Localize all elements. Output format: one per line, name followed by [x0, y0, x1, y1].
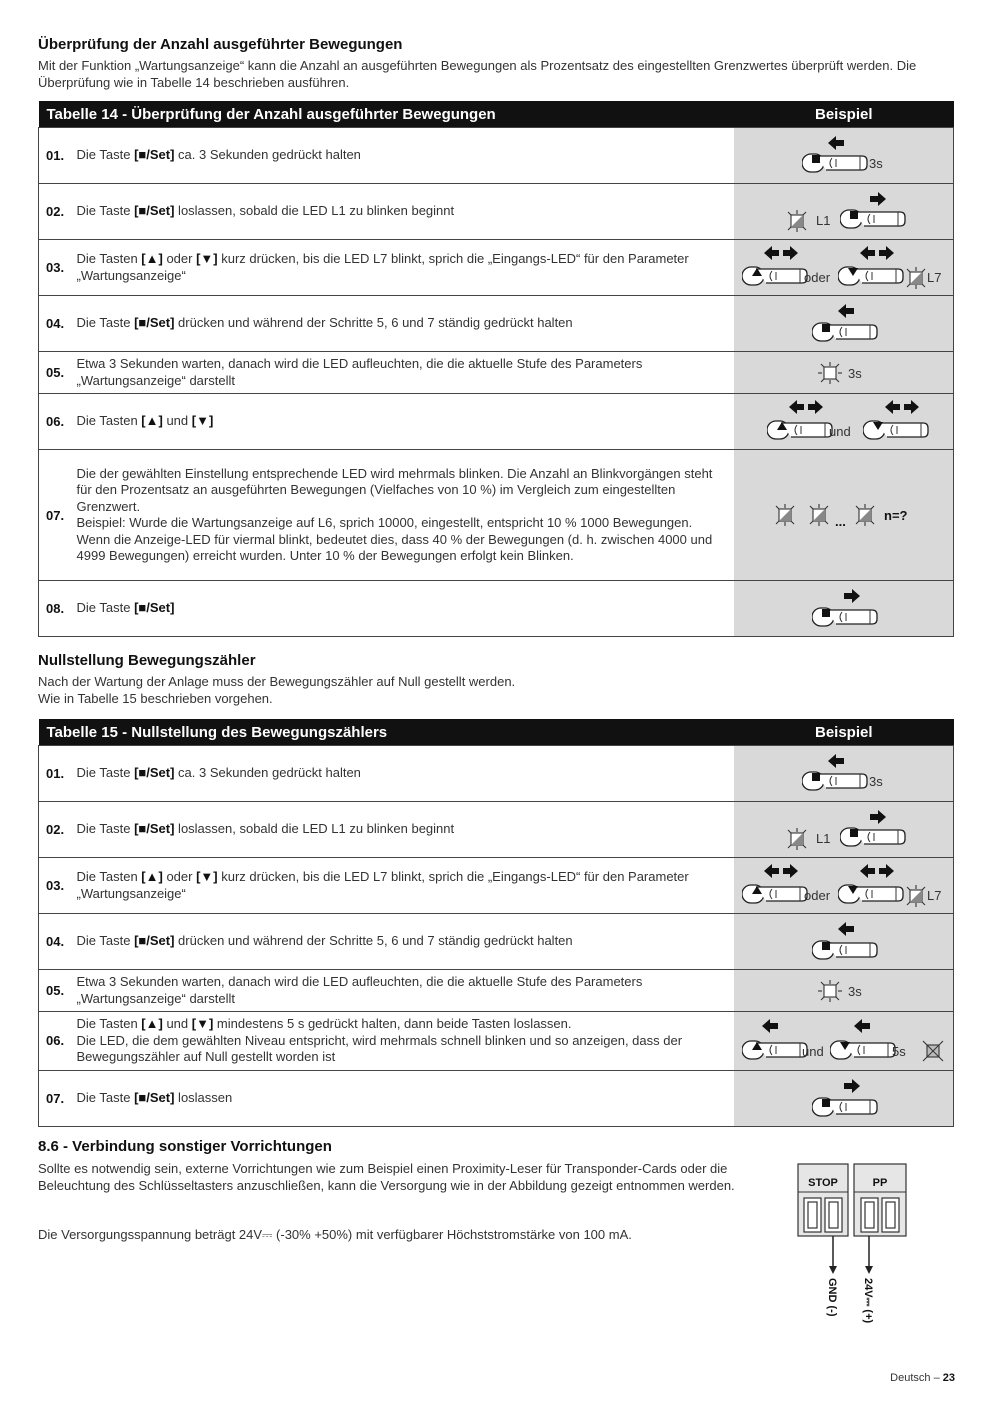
table-row — [39, 394, 954, 450]
example-cell — [734, 240, 954, 296]
section-intro: Mit der Funktion „Wartungsanzeige“ kann die Anzahl an ausgeführten Bewegungen als Prozentsatz des eingestellten Grenzwertes überprüft werden. Die Überprüfung wie in Tabelle 14 beschrieben ausführen. — [38, 58, 917, 90]
svg-text:oder: oder — [804, 888, 831, 903]
example-cell — [734, 394, 954, 450]
step-description: Die der gewählten Einstellung entsprechende LED wird mehrmals blinken. Die Anzahl an Blinkvorgängen steht für den Prozentsatz an ausgeführten Bewegungen (Vielfaches von 10 %) im Vergleich zum eingestellten Grenzwert. Beispiel: Wurde die Wartungsanzeige auf L6, sprich 10000, eingestellt, entspricht 10 % 1000 Bewegungen. Wenn die Anzeige-LED für viermal blinkt, bedeutet dies, dass 40 % der Bewegungen (d. h. zwischen 4000 und 4999 Bewegungen) erreicht wurden. Unter 10 % der Bewegungen erfolgt kein Blinken. — [77, 450, 735, 581]
section-paragraph-2: Die Versorgungsspannung beträgt 24V⎓ (-30% +50%) mit verfügbarer Höchststromstärke von 100 mA. — [38, 1227, 632, 1242]
step-description: Die Taste [■/Set] drücken und während der Schritte 5, 6 und 7 ständig gedrückt halten — [77, 296, 735, 352]
example-cell — [734, 128, 954, 184]
step-number: 06. — [39, 394, 77, 450]
svg-text:oder: oder — [804, 270, 831, 285]
table-row — [39, 352, 954, 394]
page-footer: Deutsch – 23 — [890, 1372, 955, 1384]
section-title-maintenance-check: Überprüfung der Anzahl ausgeführter Bewegungen — [38, 36, 403, 53]
section-title-other-devices: 8.6 - Verbindung sonstiger Vorrichtungen — [38, 1138, 332, 1155]
led-on-illustration — [734, 970, 953, 1011]
step-description: Die Taste [■/Set] loslassen, sobald die LED L1 zu blinken beginnt — [77, 184, 735, 240]
step-description: Die Taste [■/Set] ca. 3 Sekunden gedrückt halten — [77, 746, 735, 802]
example-cell — [734, 1012, 954, 1071]
table-row — [39, 184, 954, 240]
table-row — [39, 858, 954, 914]
press-set-illustration — [734, 914, 953, 969]
reset-hold-5s-illustration — [734, 1012, 953, 1069]
step-description: Die Tasten [▲] und [▼] mindestens 5 s gedrückt halten, dann beide Tasten loslassen. Die LED, die dem gewählten Niveau entspricht, wird mehrmals schnell blinken und so anzeigen, dass der Bewegungszähler auf Null gestellt worden ist — [77, 1012, 735, 1071]
step-number: 04. — [39, 296, 77, 352]
table-row — [39, 802, 954, 858]
step-number: 02. — [39, 184, 77, 240]
release-set-illustration — [734, 581, 953, 636]
v24-label: 24V⎓ (+) — [862, 1278, 874, 1324]
step-description: Die Tasten [▲] oder [▼] kurz drücken, bis die LED L7 blinkt, sprich die „Eingangs-LED“ für den Parameter „Wartungsanzeige“ — [77, 858, 735, 914]
example-cell — [734, 802, 954, 858]
step-description: Die Taste [■/Set] loslassen — [77, 1070, 735, 1126]
step-number: 07. — [39, 450, 77, 581]
table-row — [39, 970, 954, 1012]
example-cell — [734, 1070, 954, 1126]
release-set-illustration — [734, 802, 953, 857]
example-header: Beispiel — [734, 719, 954, 746]
example-cell — [734, 581, 954, 637]
table-row — [39, 240, 954, 296]
step-description: Etwa 3 Sekunden warten, danach wird die LED aufleuchten, die die aktuelle Stufe des Parameters „Wartungsanzeige“ darstellt — [77, 352, 735, 394]
table-row — [39, 581, 954, 637]
step-number: 03. — [39, 240, 77, 296]
section-intro-line1: Nach der Wartung der Anlage muss der Bewegungszähler auf Null gestellt werden. — [38, 674, 516, 689]
example-cell — [734, 746, 954, 802]
navigate-to-l7-illustration — [734, 240, 953, 295]
example-cell — [734, 296, 954, 352]
example-cell — [734, 450, 954, 581]
section-intro-line2: Wie in Tabelle 15 beschrieben vorgehen. — [38, 691, 273, 706]
section-title-counter-reset: Nullstellung Bewegungszähler — [38, 652, 256, 669]
table-row — [39, 296, 954, 352]
svg-text:L7: L7 — [927, 270, 942, 285]
led-blinks-count-illustration — [734, 450, 953, 580]
svg-text:n=?: n=? — [884, 508, 908, 523]
table-row — [39, 128, 954, 184]
svg-text:3s: 3s — [848, 366, 862, 381]
step-number: 06. — [39, 1012, 77, 1071]
table-row — [39, 1070, 954, 1126]
table-title: Tabelle 14 - Überprüfung der Anzahl ausgeführter Bewegungen — [39, 101, 735, 128]
release-set-illustration — [734, 1071, 953, 1126]
step-description: Etwa 3 Sekunden warten, danach wird die LED aufleuchten, die die aktuelle Stufe des Parameters „Wartungsanzeige“ darstellt — [77, 970, 735, 1012]
step-number: 05. — [39, 352, 77, 394]
press-hold-set-illustration — [734, 128, 953, 183]
step-number: 01. — [39, 746, 77, 802]
table-title: Tabelle 15 - Nullstellung des Bewegungszählers — [39, 719, 735, 746]
section-paragraph-1: Sollte es notwendig sein, externe Vorrichtungen wie zum Beispiel einen Proximity-Leser für Transponder-Cards oder die Beleuchtung des Schlüsseltasters anzuschließen, kann die Versorgung wie in der Abbildung gezeigt entnommen werden. — [38, 1161, 735, 1193]
example-cell — [734, 970, 954, 1012]
step-description: Die Taste [■/Set] drücken und während der Schritte 5, 6 und 7 ständig gedrückt halten — [77, 914, 735, 970]
press-hold-set-illustration — [734, 746, 953, 801]
step-description: Die Taste [■/Set] ca. 3 Sekunden gedrückt halten — [77, 128, 735, 184]
svg-text:...: ... — [835, 514, 846, 529]
svg-text:und: und — [829, 424, 851, 439]
step-number: 07. — [39, 1070, 77, 1126]
svg-text:und: und — [802, 1044, 824, 1060]
svg-text:3s: 3s — [848, 984, 862, 999]
table-row — [39, 746, 954, 802]
press-set-illustration — [734, 296, 953, 351]
table-row — [39, 914, 954, 970]
step-number: 08. — [39, 581, 77, 637]
step-number: 01. — [39, 128, 77, 184]
terminal-connector-diagram — [796, 1162, 912, 1342]
example-cell — [734, 184, 954, 240]
svg-text:3s: 3s — [869, 156, 883, 171]
step-number: 05. — [39, 970, 77, 1012]
svg-text:L7: L7 — [927, 888, 942, 903]
svg-text:L1: L1 — [816, 831, 831, 846]
step-number: 02. — [39, 802, 77, 858]
step-description: Die Tasten [▲] oder [▼] kurz drücken, bis die LED L7 blinkt, sprich die „Eingangs-LED“ für den Parameter „Wartungsanzeige“ — [77, 240, 735, 296]
step-description: Die Taste [■/Set] — [77, 581, 735, 637]
step-number: 03. — [39, 858, 77, 914]
step-description: Die Taste [■/Set] loslassen, sobald die LED L1 zu blinken beginnt — [77, 802, 735, 858]
step-number: 04. — [39, 914, 77, 970]
svg-text:L1: L1 — [816, 213, 831, 228]
release-set-illustration — [734, 184, 953, 239]
example-header: Beispiel — [734, 101, 954, 128]
up-down-illustration — [734, 394, 953, 449]
navigate-to-l7-illustration — [734, 858, 953, 913]
table-14 — [38, 101, 954, 637]
step-description: Die Tasten [▲] und [▼] — [77, 394, 735, 450]
table-row — [39, 1012, 954, 1071]
example-cell — [734, 858, 954, 914]
table-15 — [38, 719, 954, 1127]
pp-label: PP — [872, 1177, 888, 1189]
svg-text:5s: 5s — [892, 1044, 906, 1060]
example-cell — [734, 914, 954, 970]
example-cell — [734, 352, 954, 394]
svg-text:3s: 3s — [869, 774, 883, 789]
stop-label: STOP — [808, 1177, 838, 1189]
led-on-illustration — [734, 352, 953, 393]
table-row — [39, 450, 954, 581]
gnd-label: GND (-) — [826, 1278, 838, 1317]
